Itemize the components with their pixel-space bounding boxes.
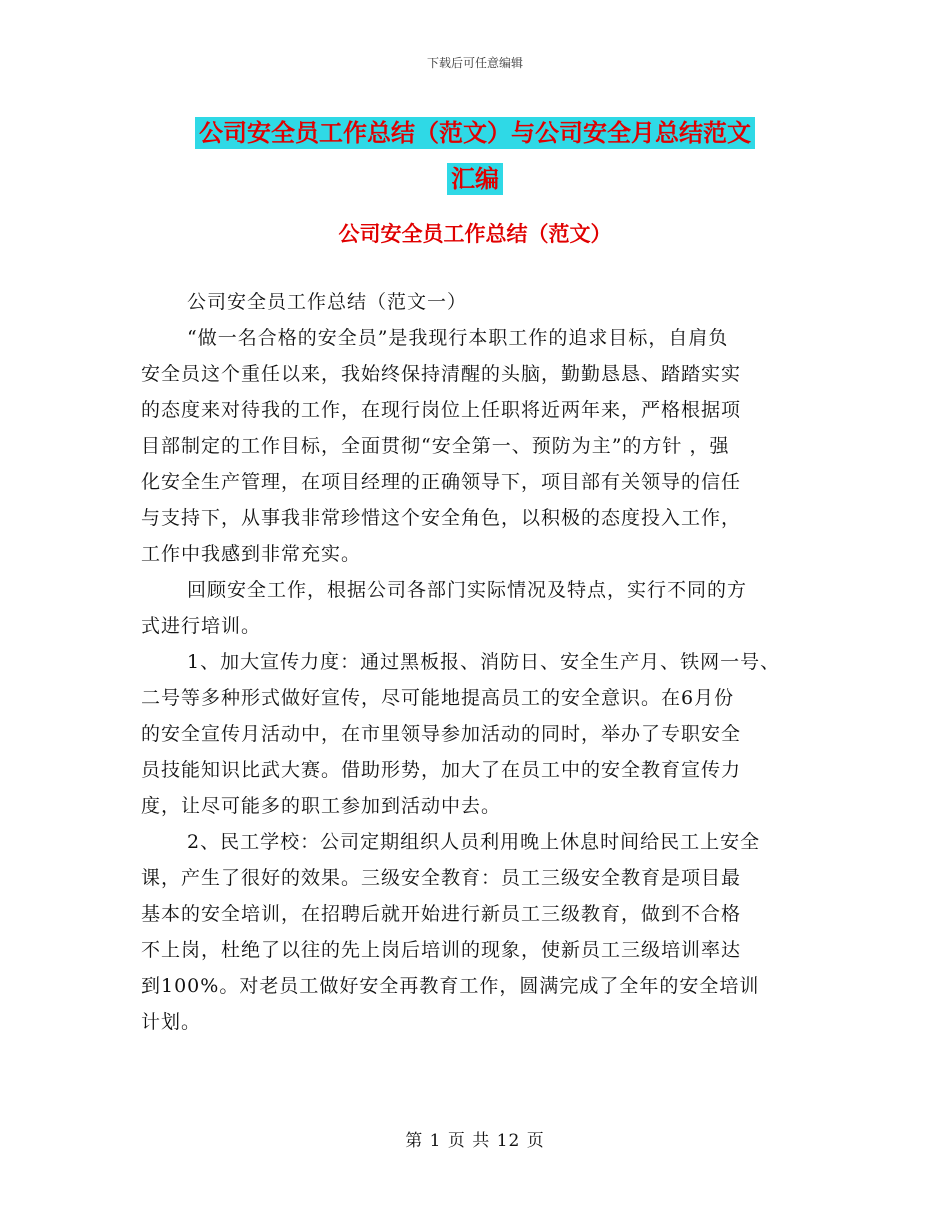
paragraph-line: 工作中我感到非常充实。 <box>141 543 362 565</box>
paragraph-line: 的安全宣传月活动中，在市里领导参加活动的同时，举办了专职安全 <box>141 723 742 745</box>
paragraph-line: 到100%。对老员工做好安全再教育工作，圆满完成了全年的安全培训 <box>141 975 760 997</box>
paragraph-line: 二号等多种形式做好宣传，尽可能地提高员工的安全意识。在6月份 <box>141 687 735 709</box>
body-text <box>141 284 821 1040</box>
title-line-1: 公司安全员工作总结（范文）与公司安全月总结范文 <box>195 117 755 149</box>
paragraph-line: 式进行培训。 <box>141 615 262 637</box>
paragraph-line: 员技能知识比武大赛。借助形势，加大了在员工中的安全教育宣传力 <box>141 759 742 781</box>
title-line-2: 汇编 <box>447 163 503 195</box>
paragraph-line: 计划。 <box>141 1011 202 1033</box>
paragraph-line: 回顾安全工作，根据公司各部门实际情况及特点，实行不同的方 <box>187 579 748 601</box>
page-number-footer: 第 1 页 共 12 页 <box>405 1131 545 1151</box>
paragraph-line: 的态度来对待我的工作，在现行岗位上任职将近两年来，严格根据项 <box>141 399 742 421</box>
header-note: 下载后可任意编辑 <box>426 56 523 70</box>
paragraph-line: 化安全生产管理，在项目经理的正确领导下，项目部有关领导的信任 <box>141 471 742 493</box>
paragraph-line: 1、加大宣传力度：通过黑板报、消防日、安全生产月、铁网一号、 <box>187 651 781 673</box>
paragraph-line: 不上岗，杜绝了以往的先上岗后培训的现象，使新员工三级培训率达 <box>141 939 742 961</box>
paragraph-line: 安全员这个重任以来，我始终保持清醒的头脑，勤勤恳恳、踏踏实实 <box>141 363 742 385</box>
paragraph-line: 课，产生了很好的效果。三级安全教育：员工三级安全教育是项目最 <box>141 867 742 889</box>
paragraph-line: 2、民工学校：公司定期组织人员利用晚上休息时间给民工上安全 <box>187 831 761 853</box>
document-title <box>140 110 810 202</box>
paragraph-line: 与支持下，从事我非常珍惜这个安全角色，以积极的态度投入工作， <box>141 507 742 529</box>
subheading: 公司安全员工作总结（范文一） <box>187 291 468 313</box>
section-title: 公司安全员工作总结（范文） <box>338 222 612 246</box>
paragraph-line: 基本的安全培训，在招聘后就开始进行新员工三级教育，做到不合格 <box>141 903 742 925</box>
paragraph-line: 目部制定的工作目标，全面贯彻“安全第一、预防为主”的方针 ，强 <box>141 435 730 457</box>
paragraph-line: 度，让尽可能多的职工参加到活动中去。 <box>141 795 502 817</box>
paragraph-line: “做一名合格的安全员”是我现行本职工作的追求目标，自肩负 <box>187 327 729 349</box>
